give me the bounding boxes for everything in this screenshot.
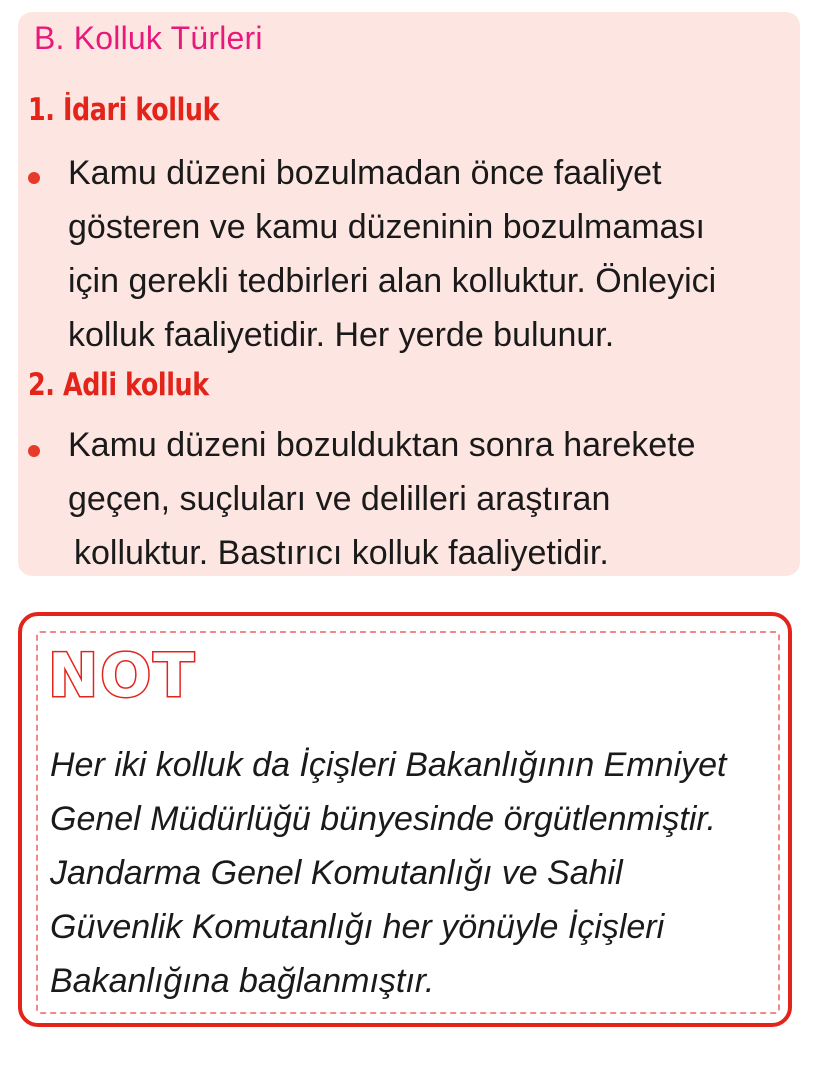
note-title [44,640,204,706]
note-line-2: Genel Müdürlüğü bünyesinde örgütlenmiştir. [50,800,716,838]
note-line-4: Güvenlik Komutanlığı her yönüyle İçişleri [50,908,665,946]
bullet-icon [28,172,40,184]
bullet-icon [28,445,40,457]
adli-line-3: kolluktur. Bastırıcı kolluk faaliyetidir. [74,534,609,572]
note-line-5: Bakanlığına bağlanmıştır. [50,962,435,1000]
idari-line-1: Kamu düzeni bozulmadan önce faaliyet [68,154,662,192]
idari-line-2: gösteren ve kamu düzeninin bozulmaması [68,208,705,246]
idari-line-4: kolluk faaliyetidir. Her yerde bulunur. [68,316,615,354]
note-title-text: NOT [48,641,197,706]
note-line-3: Jandarma Genel Komutanlığı ve Sahil [50,854,623,892]
idari-line-3: için gerekli tedbirleri alan kolluktur. Önleyici [68,262,717,300]
heading-idari-kolluk: 1. İdari kolluk [28,92,220,128]
adli-line-2: geçen, suçluları ve delilleri araştıran [68,480,611,518]
note-line-1: Her iki kolluk da İçişleri Bakanlığının Emniyet [50,746,727,784]
heading-adli-kolluk: 2. Adli kolluk [28,367,209,403]
adli-line-1: Kamu düzeni bozulduktan sonra harekete [68,426,696,464]
section-title: B. Kolluk Türleri [34,20,263,56]
